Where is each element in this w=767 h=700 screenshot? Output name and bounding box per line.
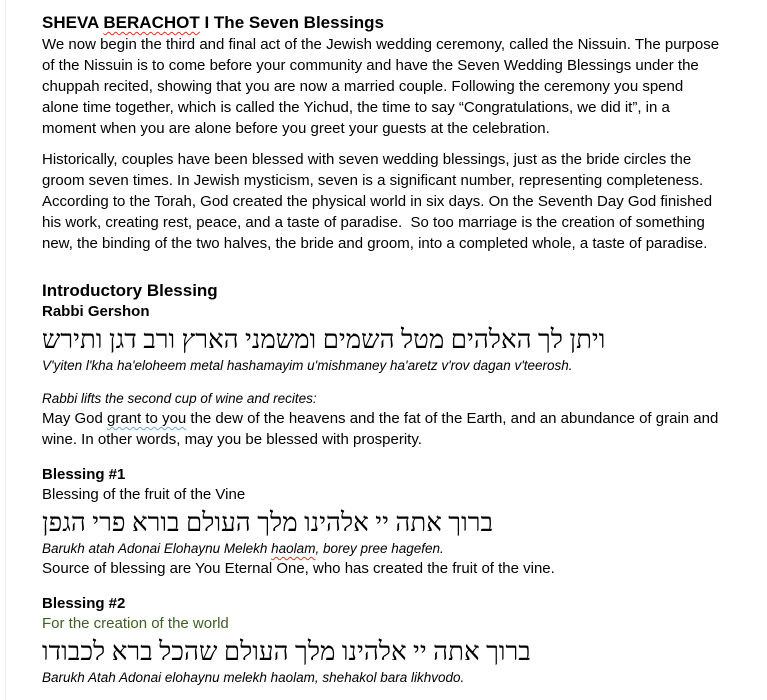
title-text-post: I The Seven Blessings: [199, 13, 384, 32]
title-text-pre: SHEVA: [42, 13, 104, 32]
transliteration-blessing-2: Barukh Atah Adonai elohaynu melekh haolam, shehakol bara likhvodo.: [42, 670, 465, 685]
section-blessing-2: [42, 594, 720, 687]
translation-text-post: the dew of the heavens and the fat of the Earth, and an abundance of grain and wine. In other words, may you be blessed with prosperity.: [42, 410, 719, 448]
paragraph-nissuin-intro: We now begin the third and final act of the Jewish wedding ceremony, called the Nissuin. The purpose of the Nissuin is to come before your community and have the Seven Wedding Blessings under the chuppah recited, showing that you are now a married couple. Following the ceremony you spend alone time together, which is called the Yichud, the time to say “Congratulations, we did it”, in a moment when you are alone before you greet your guests at the celebration.: [42, 36, 724, 137]
blessing-2-heading: Blessing #2: [42, 595, 126, 612]
paragraph-seven-blessings-history: Historically, couples have been blessed with seven wedding blessings, just as the bride circles the groom seven times. In Jewish mysticism, seven is a significant number, representing completeness. According to the Torah, God created the physical world in six days. On the Seventh Day God finished his work, creating rest, peace, and a taste of paradise. So too marriage is the creation of something new, the binding of the two halves, the bride and groom, into a completed whole, a taste of paradise.: [42, 151, 717, 252]
section-gap: [42, 450, 720, 465]
presenter-name: Rabbi Gershon: [42, 303, 150, 320]
blank-line: [42, 375, 720, 390]
blank-line: [42, 139, 720, 149]
translation-text-pre: May God: [42, 410, 108, 427]
blessing-1-heading: Blessing #1: [42, 466, 126, 483]
hebrew-verse-blessing-2: ברוך אתה יי אלהינו מלך העולם שהכל ברא לכבודו: [42, 637, 531, 666]
stage-direction-wine-cup: Rabbi lifts the second cup of wine and recites:: [42, 391, 317, 406]
blessing-2-subtitle: For the creation of the world: [42, 615, 229, 632]
introductory-blessing-heading: Introductory Blessing: [42, 281, 218, 300]
translit-text-pre: Barukh atah Adonai Elohaynu Melekh: [42, 541, 272, 556]
translation-blessing-1: Source of blessing are You Eternal One, who has created the fruit of the vine.: [42, 560, 555, 577]
transliteration-blessing-1: [42, 540, 720, 558]
document-page: [42, 12, 724, 687]
page-edge-line: [5, 0, 6, 700]
section-gap: [42, 579, 720, 594]
transliteration-introductory: V'yiten l'kha ha'eloheem metal hashamayim u'mishmaney ha'aretz v'rov dagan v'teerosh.: [42, 358, 573, 373]
title-misspelled-word: BERACHOT: [103, 13, 200, 32]
section-blessing-1: [42, 465, 720, 579]
section-gap: [42, 254, 720, 280]
blessing-1-subtitle: Blessing of the fruit of the Vine: [42, 486, 246, 503]
grammar-flagged-phrase: grant to you: [107, 410, 187, 427]
translit-text-post: , borey pree hagefen.: [315, 541, 444, 556]
document-title: [42, 12, 720, 34]
hebrew-verse-blessing-1: ברוך אתה יי אלהינו מלך העולם בורא פרי הגפן: [42, 508, 494, 537]
translit-misspelled-word: haolam: [271, 541, 316, 556]
section-introductory-blessing: [42, 280, 720, 450]
translation-introductory: [42, 408, 720, 450]
hebrew-verse-introductory: ויתן לך האלהים מטל השמים ומשמני הארץ ורב דגן ותירש: [42, 325, 606, 354]
